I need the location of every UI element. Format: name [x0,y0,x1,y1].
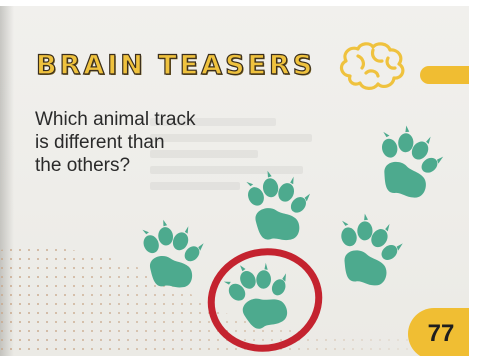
paw-print-icon [334,211,406,288]
paw-print-icon [140,218,205,288]
paw-print-icon [244,168,313,243]
question-line: Which animal track [35,109,196,130]
page-title: BRAIN TEASERS [36,50,316,81]
paw-print-icon [373,122,447,201]
image-border-right [469,0,479,362]
page-number: 77 [427,320,455,347]
image-border-top [0,0,479,6]
question-line: the others? [35,155,131,176]
question-line: is different than [35,132,165,153]
image-border-bottom [0,356,479,362]
